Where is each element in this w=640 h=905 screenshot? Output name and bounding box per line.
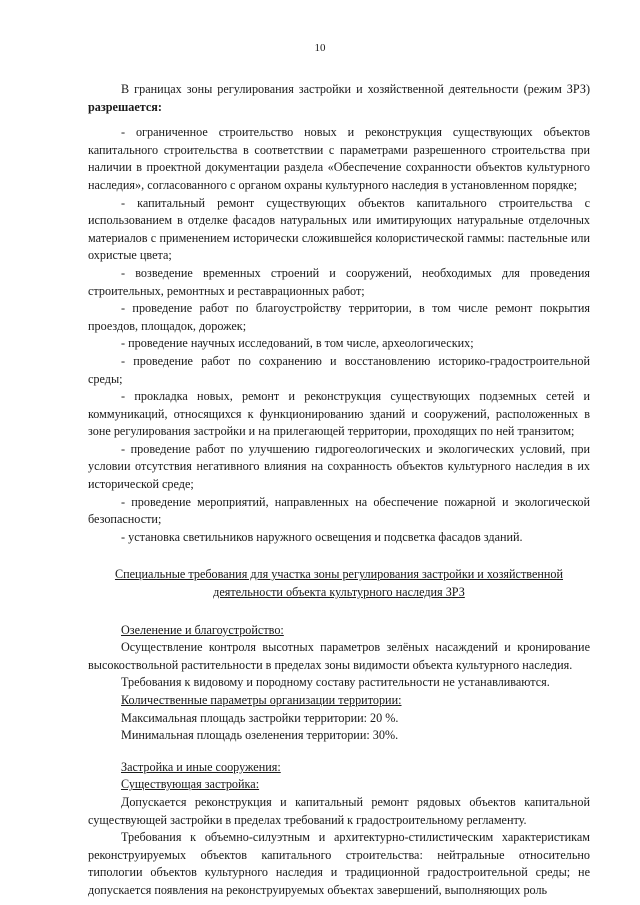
landscaping-heading: Озеленение и благоустройство:	[121, 622, 284, 637]
intro-paragraph	[88, 81, 590, 116]
intro-bold: разрешается:	[88, 99, 162, 114]
page-number: 10	[314, 42, 326, 54]
bullet-item: - проведение работ по улучшению гидрогеологических и экологических условий, при условии отсутствия негативного влияния на сохранность объектов культурного наследия в их исторической среде;	[88, 441, 590, 492]
bullet-item: - капитальный ремонт существующих объектов капитального строительства с использованием в отделке фасадов натуральных или имитирующих натуральные отделочных материалов с применением исторически сложившейся колористической гаммы: пастельные или охристые цвета;	[88, 195, 590, 263]
bullet-item: - прокладка новых, ремонт и реконструкция существующих подземных сетей и коммуникаций, относящихся к функционированию зданий и сооружений, расположенных в зоне регулирования застройки и на прилегающей территории, проходящих по ней транзитом;	[88, 389, 590, 439]
min-green-text: Минимальная площадь озеленения территории: 30%.	[121, 728, 399, 743]
bullet-item: - ограниченное строительство новых и реконструкция существующих объектов капитального строительства в соответствии с параметрами разрешенного строительства при наличии в проектной документации раздела «Обеспечение сохранности объектов культурного наследия», согласованного с органом охраны культурного наследия в установленном порядке;	[88, 125, 590, 192]
params-heading: Количественные параметры организации территории:	[121, 693, 402, 707]
landscaping-paragraph: Требования к видовому и породному составу растительности не устанавливаются.	[121, 675, 550, 690]
existing-buildings-subheading: Существующая застройка:	[121, 777, 260, 792]
bullet-item: - установка светильников наружного освещения и подсветка фасадов зданий.	[121, 529, 523, 544]
max-area-text: Максимальная площадь застройки территории: 20 %.	[121, 710, 399, 725]
bullet-item: - проведение мероприятий, направленных на обеспечение пожарной и экологической безопасности;	[88, 494, 590, 527]
bullet-item: - возведение временных строений и сооружений, необходимых для проведения строительных, ремонтных и реставрационных работ;	[88, 265, 590, 298]
bullet-item: - проведение работ по благоустройству территории, в том числе ремонт покрытия проездов, площадок, дорожек;	[88, 301, 590, 333]
special-requirements-heading: Специальные требования для участка зоны регулирования застройки и хозяйственной деятельности объекта культурного наследия ЗРЗ	[114, 567, 564, 600]
landscaping-paragraph: Осуществление контроля высотных параметров зелёных насаждений и кронирование высокоствольной растительности в пределах зоны видимости объекта культурного наследия.	[88, 640, 590, 672]
building-paragraph: Требования к объемно-силуэтным и архитектурно-стилистическим характеристикам реконструируемых объектов капитального строительства: нейтральные относительно типологии объектов культурного наследия и традиционной градостроительной среды; не допускается появления на реконструируемых объектах завершений, выполняющих роль	[88, 830, 590, 897]
bullet-item: - проведение научных исследований, в том числе, археологических;	[121, 336, 474, 351]
building-heading: Застройка и иные сооружения:	[121, 759, 281, 774]
building-paragraph: Допускается реконструкция и капитальный ремонт рядовых объектов капитальной существующей застройки в пределах требований к градостроительному регламенту.	[88, 794, 590, 827]
intro-text: В границах зоны регулирования застройки и хозяйственной деятельности (режим ЗРЗ)	[121, 82, 590, 96]
bullet-item: - проведение работ по сохранению и восстановлению историко-градостроительной среды;	[88, 353, 590, 386]
document-body	[88, 81, 590, 900]
